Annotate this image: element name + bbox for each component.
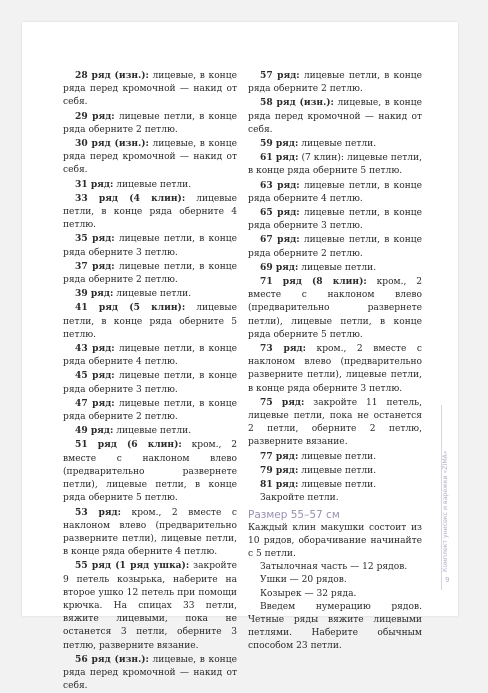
instruction-row [248, 342, 422, 396]
row-label: 57 ряд: [260, 70, 300, 81]
row-label: 58 ряд (изн.): [260, 97, 334, 109]
instruction-row [248, 151, 422, 178]
row-text: лицевые, в конце ряда перед кромочной — накид от себя. [248, 98, 422, 135]
row-label: 29 ряд: [75, 110, 115, 122]
instruction-row [63, 506, 237, 560]
row-text: кром., 2 вместе с наклоном влево (предварительно развернете петли), лицевые петли, в конце ряда оберните 5 петлю. [63, 440, 238, 504]
instruction-row [63, 69, 237, 110]
row-label: 73 ряд: [260, 343, 306, 355]
row-label: 61 ряд: [260, 152, 299, 164]
size-line: Затылочная часть — 12 рядов. [260, 562, 408, 573]
row-label: 77 ряд: [260, 450, 299, 462]
instruction-row [248, 464, 422, 478]
row-text: закройте 11 петель, лицевые петли, пока не останется 2 петли, оберните 2 петлю, разверните вязание. [248, 397, 422, 448]
row-text: лицевые петли. [113, 289, 192, 300]
size-line: Ушки — 20 рядов. [260, 575, 347, 586]
row-text: кром., 2 вместе с наклоном влево (предварительно разверните петли), лицевые петли, в конце ряда оберните 3 петлю. [248, 344, 422, 394]
size-line: Введем нумерацию рядов. Четные ряды вяжите лицевыми петлями. Наберите обычным способом 23 петли. [248, 601, 422, 652]
row-label: 47 ряд: [75, 397, 115, 409]
instruction-row [63, 438, 237, 505]
row-label: 51 ряд (6 клин): [75, 439, 182, 451]
row-label: 75 ряд: [260, 396, 305, 408]
row-text: кром., 2 вместе с наклоном влево (предварительно развернете петли), лицевые петли, в конце ряда оберните 5 петлю. [248, 277, 423, 340]
row-text: лицевые петли. [298, 451, 377, 462]
instruction-row [63, 397, 237, 424]
row-label: 45 ряд: [75, 370, 115, 382]
row-label: 59 ряд: [260, 138, 299, 150]
instruction-row [248, 233, 422, 260]
instruction-row [248, 275, 422, 342]
row-label: 28 ряд (изн.): [75, 70, 149, 81]
row-text: лицевые петли. [298, 262, 377, 273]
row-label: 33 ряд (4 клин): [75, 192, 186, 204]
row-text: лицевые петли, в конце ряда оберните 2 петлю. [248, 71, 422, 95]
instruction-row [248, 450, 422, 464]
row-label: 37 ряд: [75, 260, 115, 272]
row-text: лицевые петли, в конце ряда оберните 4 петлю. [63, 344, 237, 368]
row-text: лицевые петли, в конце ряда оберните 4 петлю. [63, 193, 237, 231]
row-text: кром., 2 вместе с наклоном влево (предварительно разверните петли), лицевые петли, в конце ряда оберните 4 петлю. [63, 507, 237, 558]
row-label: 41 ряд (5 клин): [75, 302, 186, 314]
row-label: 55 ряд (1 ряд ушка): [75, 560, 190, 572]
instruction-row [248, 179, 422, 206]
row-text: лицевые петли, в конце ряда оберните 3 петлю. [63, 371, 237, 395]
row-text: (7 клин): лицевые петли, в конце ряда оберните 5 петлю. [248, 153, 422, 177]
instruction-row [63, 260, 237, 287]
row-label: 69 ряд: [260, 261, 299, 273]
row-text: лицевые петли, в конце ряда оберните 2 петлю. [248, 235, 422, 259]
row-text: лицевые, в конце ряда перед кромочной — накид от себя. [63, 71, 237, 108]
instruction-row [63, 137, 237, 178]
running-title: Комплект унисекс и варежки «ZIMA» [442, 450, 449, 572]
size-intro: Каждый клин макушки состоит из 10 рядов, оборачивание начинайте с 5 петли. [248, 522, 422, 559]
row-text: лицевые петли. [113, 179, 192, 190]
instruction-row [63, 342, 237, 369]
instruction-row [63, 232, 237, 259]
instruction-row [63, 559, 237, 652]
row-text: лицевые петли, в конце ряда оберните 4 петлю. [248, 180, 422, 204]
left-column [63, 69, 237, 693]
row-label: 67 ряд: [260, 234, 300, 246]
page-number: 9 [445, 576, 450, 584]
row-text: Закройте петли. [260, 493, 339, 504]
size-heading: Размер 55–57 см [248, 508, 340, 521]
row-text: лицевые петли, в конце ряда оберните 2 петлю. [63, 261, 237, 286]
row-text: лицевые, в конце ряда перед кромочной — накид от себя. [63, 139, 237, 176]
right-column [248, 69, 422, 654]
row-text: закройте 9 петель козырька, наберите на второе ушко 12 петель при помощи крючка. На спицах 33 петли, вяжите лицевыми, пока не останется 3 петли, оберните 3 петлю, разверните вязание. [63, 561, 237, 651]
row-label: 31 ряд: [75, 178, 114, 190]
row-text: лицевые петли, в конце ряда оберните 3 петлю. [248, 208, 422, 232]
row-text: лицевые петли, в конце ряда оберните 2 петлю. [63, 111, 237, 135]
instruction-row [63, 424, 237, 438]
row-label: 30 ряд (изн.): [75, 138, 149, 150]
instruction-row [63, 301, 237, 342]
row-label: 49 ряд: [75, 425, 114, 437]
row-label: 35 ряд: [75, 233, 115, 245]
row-text: лицевые петли. [298, 139, 377, 150]
instruction-row [63, 287, 237, 301]
row-label: 79 ряд: [260, 464, 299, 476]
row-text: лицевые, в конце ряда перед кромочной — накид от себя. [63, 654, 237, 692]
row-text: лицевые петли. [113, 426, 192, 437]
row-text: лицевые петли. [298, 465, 377, 476]
row-text: лицевые петли, в конце ряда оберните 3 петлю. [63, 234, 237, 258]
row-label: 43 ряд: [75, 343, 115, 355]
row-label: 71 ряд (8 клин): [260, 276, 367, 288]
instruction-row [248, 69, 422, 96]
row-label: 53 ряд: [75, 506, 121, 518]
instruction-row [63, 110, 237, 137]
instruction-row [63, 178, 237, 192]
instruction-row [63, 653, 237, 693]
instruction-row [248, 492, 422, 505]
row-label: 65 ряд: [260, 207, 300, 219]
row-label: 39 ряд: [75, 288, 114, 300]
instruction-row [248, 206, 422, 233]
row-text: лицевые петли, в конце ряда оберните 5 петлю. [63, 303, 237, 340]
row-text: лицевые петли, в конце ряда оберните 2 петлю. [63, 398, 237, 423]
row-label: 63 ряд: [260, 179, 300, 191]
instruction-row [248, 261, 422, 275]
instruction-row [248, 137, 422, 151]
instruction-row [248, 478, 422, 492]
instruction-row [63, 369, 237, 396]
row-label: 81 ряд: [260, 479, 299, 491]
instruction-row [248, 396, 422, 450]
instruction-row [248, 96, 422, 137]
size-line: Козырек — 32 ряда. [260, 588, 357, 599]
instruction-row [63, 192, 237, 233]
row-label: 56 ряд (изн.): [75, 653, 149, 665]
document-page [22, 22, 458, 692]
row-text: лицевые петли. [298, 480, 377, 491]
